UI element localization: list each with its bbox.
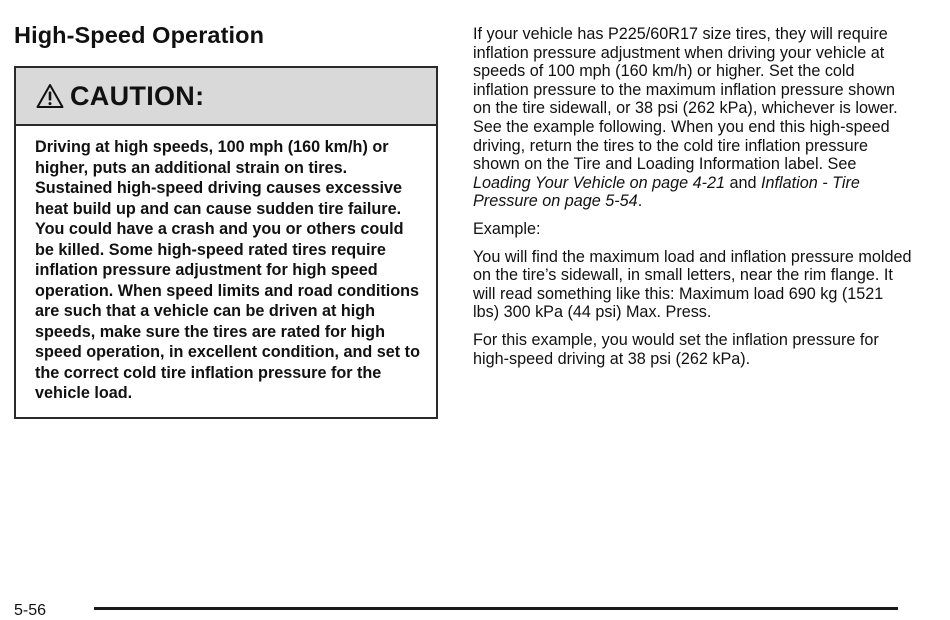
caution-text: Driving at high speeds, 100 mph (160 km/h) or higher, puts an additional strain on tires. Sustained high-speed driving causes excessive heat build up and can cause sudden tire failure. You could have a crash and you or others could be killed. Some high-speed rated tires require inflation pressure adjustment for high speed operation. When speed limits and road conditions are such that a vehicle can be driven at high speeds, make sure the tires are rated for high speed operation, in excellent condition, and set to the correct cold tire inflation pressure for the vehicle load. (35, 138, 420, 402)
example-label: Example: (473, 219, 541, 238)
caution-label: CAUTION: (70, 80, 205, 111)
example-conclusion-paragraph: For this example, you would set the inflation pressure for high-speed driving at 38 psi (262 kPa). (473, 330, 879, 368)
footer-rule (94, 607, 898, 610)
loading-your-vehicle-reference: Loading Your Vehicle on page 4-21 (473, 173, 726, 192)
page-title: High-Speed Operation (14, 22, 265, 48)
paragraph-end: . (637, 192, 643, 211)
right-column (473, 25, 913, 377)
high-speed-paragraph-text: If your vehicle has P225/60R17 size tires, they will require inflation pressure adjustment when driving your vehicle at speeds of 100 mph (160 km/h) or higher. Set the cold inflation pressure to the maximum inflation pressure shown on the tire sidewall, or 38 psi (262 kPa), whichever is lower. See the example following. When you end this high-speed driving, return the tires to the cold tire inflation pressure shown on the Tire and Loading Information label. See (473, 25, 898, 174)
tire-pressure-reference: Inflation - Tire Pressure on page 5-54 (473, 173, 860, 211)
example-paragraph: You will find the maximum load and inflation pressure molded on the tire’s sidewall, in small letters, near the rim flange. It will read something like this: Maximum load 690 kg (1521 lbs) 300 kPa (44 psi) Max. Press. (473, 247, 912, 322)
caution-box (14, 66, 438, 419)
high-speed-paragraph (473, 25, 913, 211)
reference-conjunction: and (725, 173, 762, 192)
caution-header (16, 68, 436, 126)
page-number: 5-56 (14, 602, 47, 619)
warning-triangle-icon (36, 83, 64, 109)
